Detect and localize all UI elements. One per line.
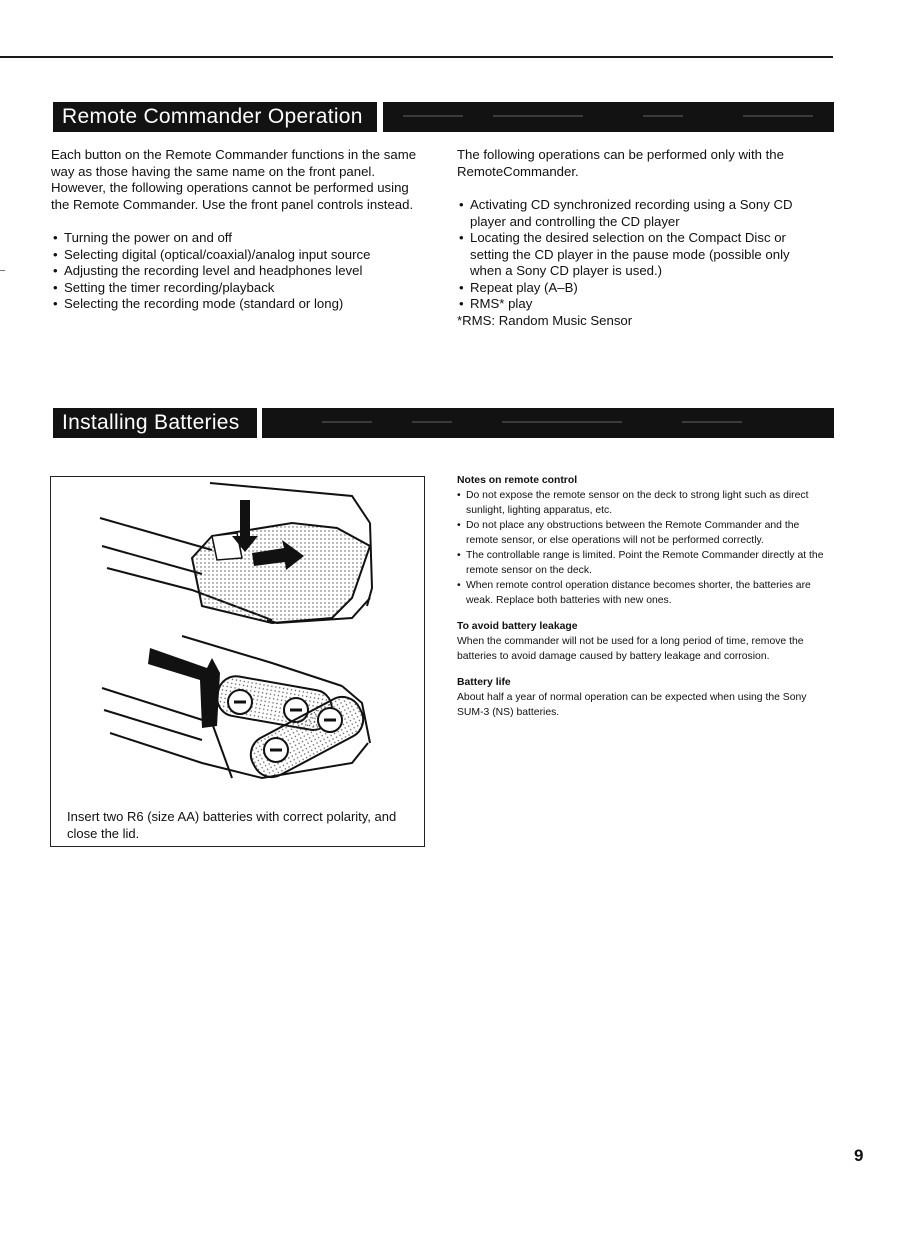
list-item: • Selecting the recording mode (standard or long) xyxy=(53,296,344,311)
list-item: • When remote control operation distance becomes shorter, the batteries are weak. Replace both batteries with new ones. xyxy=(457,580,811,606)
leakage-heading: To avoid battery leakage xyxy=(457,621,578,632)
list-item: • Selecting digital (optical/coaxial)/analog input source xyxy=(53,246,371,262)
remote-only-intro: The following operations can be performed only with the RemoteCommander. xyxy=(457,147,784,179)
bullet-icon: • xyxy=(53,246,58,262)
insert-arrow-icon xyxy=(148,648,220,728)
battery-lid-icon xyxy=(192,523,370,623)
list-item: • Setting the timer recording/playback xyxy=(53,279,275,295)
battery-notes xyxy=(457,474,832,720)
list-item: • Do not place any obstructions between the Remote Commander and the remote sensor, or else operations will not be performed correctly. xyxy=(457,520,800,546)
bullet-icon: • xyxy=(459,197,464,212)
cannot-perform-list xyxy=(51,230,429,313)
list-item: • Locating the desired selection on the Compact Disc or setting the CD player in the pause mode (possible only when a Sony CD player is used.) xyxy=(459,230,790,278)
bullet-icon: • xyxy=(53,296,58,311)
bullet-icon: • xyxy=(53,279,58,295)
bullet-icon: • xyxy=(457,550,461,561)
list-item: • Adjusting the recording level and headphones level xyxy=(53,263,363,278)
bullet-icon: • xyxy=(53,263,58,278)
leakage-text: When the commander will not be used for a long period of time, remove the batteries to avoid damage caused by battery leakage and corrosion. xyxy=(457,636,804,662)
remote-operation-heading: Remote Commander Operation xyxy=(53,102,377,132)
top-rule xyxy=(0,56,833,58)
remote-right-column xyxy=(457,147,817,329)
bullet-icon: • xyxy=(457,490,461,501)
remote-left-column xyxy=(51,147,429,313)
battery-life-heading: Battery life xyxy=(457,677,511,688)
list-item: • The controllable range is limited. Point the Remote Commander directly at the remote sensor on the deck. xyxy=(457,550,824,576)
page-number: 9 xyxy=(854,1146,864,1165)
installing-batteries-heading: Installing Batteries xyxy=(53,408,257,438)
bullet-icon: • xyxy=(459,230,464,245)
list-item: • Activating CD synchronized recording using a Sony CD player and controlling the CD player xyxy=(459,197,793,229)
bullet-icon: • xyxy=(457,580,461,591)
list-item: • RMS* play xyxy=(459,296,533,311)
list-item: • Turning the power on and off xyxy=(53,230,232,245)
bullet-icon: • xyxy=(459,279,464,295)
figure-caption: Insert two R6 (size AA) batteries with correct polarity, and close the lid. xyxy=(67,809,397,841)
remote-operation-heading-bar xyxy=(383,102,834,132)
bullet-icon: • xyxy=(459,296,464,311)
rms-footnote: *RMS: Random Music Sensor xyxy=(457,312,633,328)
remote-intro-paragraph: Each button on the Remote Commander functions in the same way as those having the same name on the front panel. However, the following operations cannot be performed using the Remote Commander. Use the front panel controls instead. xyxy=(51,147,417,212)
bullet-icon: • xyxy=(457,520,461,531)
battery-life-text: About half a year of normal operation can be expected when using the Sony SUM-3 (NS) batteries. xyxy=(457,692,807,718)
notes-heading: Notes on remote control xyxy=(457,475,578,486)
notes-list xyxy=(457,488,832,608)
remote-only-list xyxy=(457,197,817,313)
battery-figure xyxy=(50,476,425,847)
bullet-icon: • xyxy=(53,230,58,245)
installing-batteries-heading-bar xyxy=(262,408,834,438)
margin-mark xyxy=(0,270,5,271)
list-item: • Do not expose the remote sensor on the deck to strong light such as direct sunlight, lighting apparatus, etc. xyxy=(457,490,809,516)
list-item: • Repeat play (A–B) xyxy=(459,279,578,295)
remote-battery-compartment-illustration-icon xyxy=(52,478,423,798)
